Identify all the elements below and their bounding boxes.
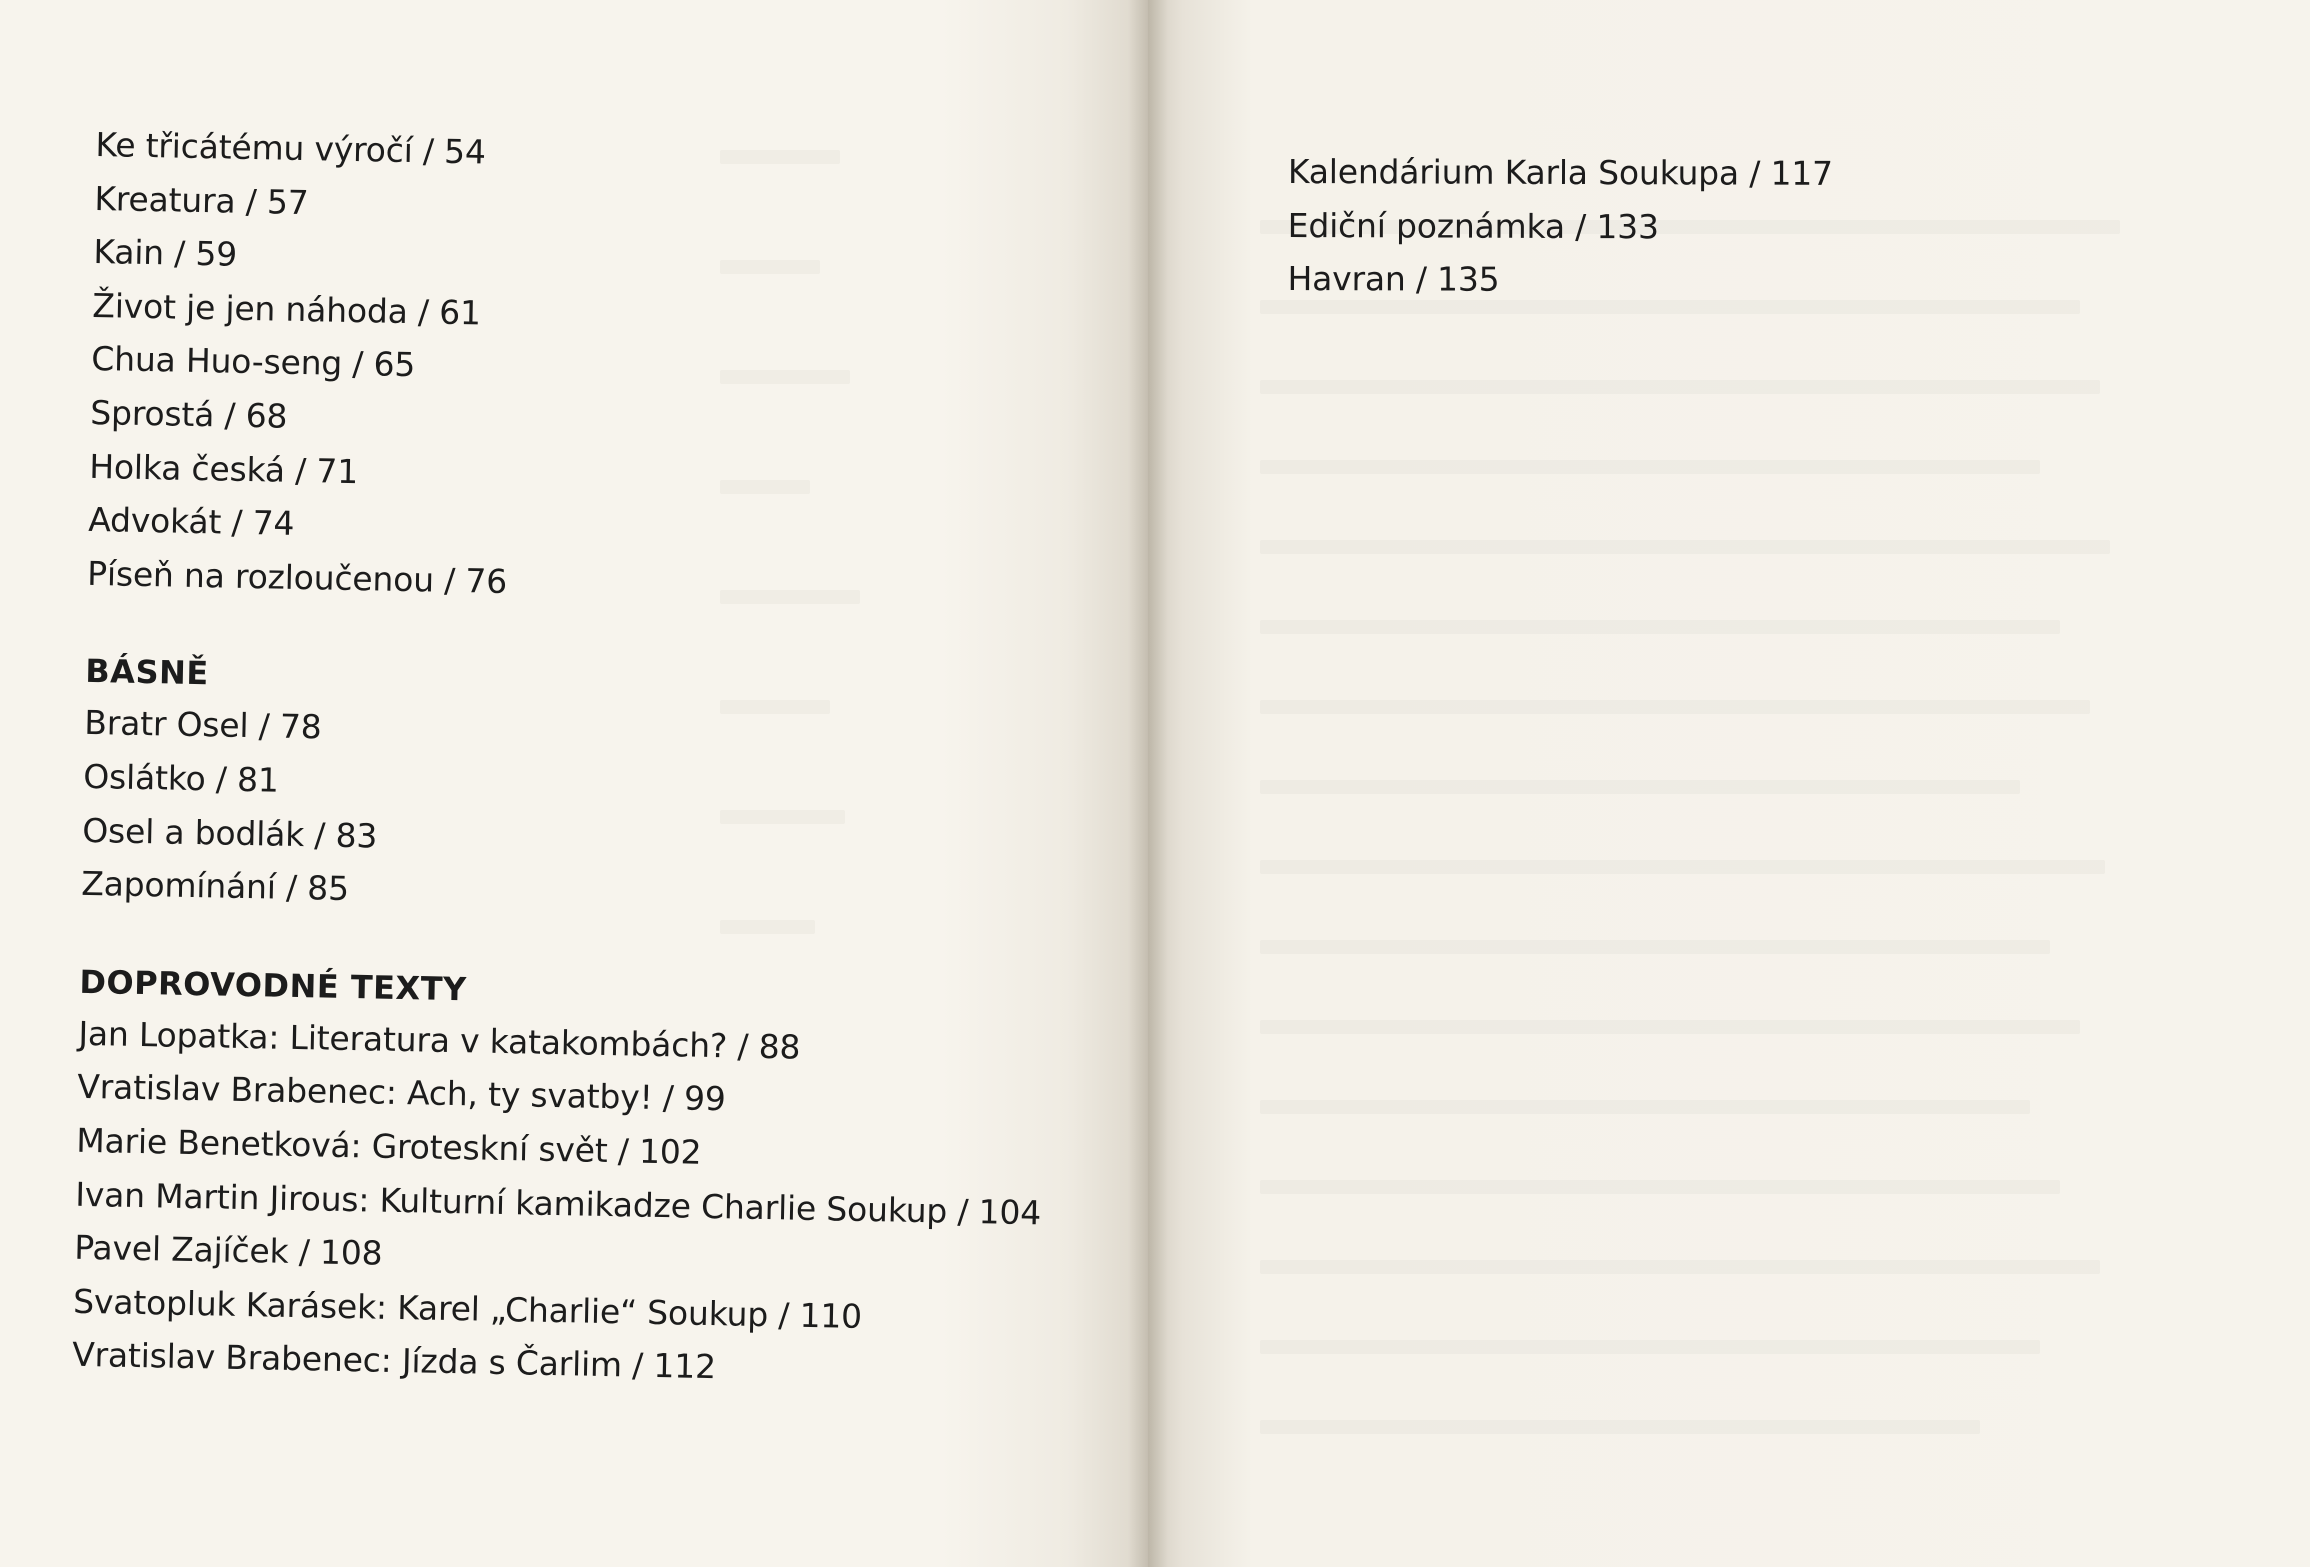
toc-entry: Havran / 135 [1287, 259, 1500, 299]
entry-list [87, 118, 1096, 619]
toc-entry: Píseň na rozloučenou / 76 [86, 553, 508, 601]
toc-entry: Svatopluk Karásek: Karel „Charlie“ Soukup / 110 [72, 1281, 863, 1336]
toc-entry: Oslátko / 81 [82, 756, 280, 800]
section-accompanying-texts [72, 957, 1080, 1401]
toc-entry: Bratr Osel / 78 [84, 703, 322, 747]
toc-entry: Pavel Zajíček / 108 [73, 1227, 383, 1273]
toc-entry: Kalendárium Karla Soukupa / 117 [1287, 151, 1833, 193]
toc-entry: Marie Benetková: Groteskní svět / 102 [75, 1120, 702, 1172]
toc-entry: Osel a bodlák / 83 [81, 810, 378, 856]
toc-entry: Chua Huo-seng / 65 [91, 339, 416, 385]
toc-entry: Život je jen náhoda / 61 [92, 285, 482, 333]
toc-entry: Kain / 59 [93, 232, 238, 274]
toc-entry: Jan Lopatka: Literatura v katakombách? / 88 [78, 1013, 801, 1067]
right-page-contents [1287, 145, 1988, 308]
toc-entry: Advokát / 74 [87, 500, 295, 544]
toc-entry: Sprostá / 68 [89, 392, 288, 436]
book-gutter [1128, 0, 1168, 1567]
toc-entry: Vratislav Brabenec: Jízda s Čarlim / 112 [71, 1335, 717, 1387]
toc-entry: Ediční poznámka / 133 [1287, 205, 1659, 246]
left-page-contents [72, 118, 1096, 1401]
toc-entry: Kreatura / 57 [94, 178, 309, 222]
section-heading: DOPROVODNÉ TEXTY [79, 962, 468, 1008]
section-poems [81, 646, 1086, 930]
section-heading: BÁSNĚ [85, 652, 210, 693]
toc-entry: Holka česká / 71 [88, 446, 359, 491]
toc-entry: Zapomínání / 85 [80, 863, 350, 909]
toc-entry: Vratislav Brabenec: Ach, ty svatby! / 99 [77, 1067, 727, 1119]
toc-entry: Ivan Martin Jirous: Kulturní kamikadze Charlie Soukup / 104 [74, 1174, 1042, 1232]
toc-entry: Ke třicátému výročí / 54 [95, 124, 487, 172]
